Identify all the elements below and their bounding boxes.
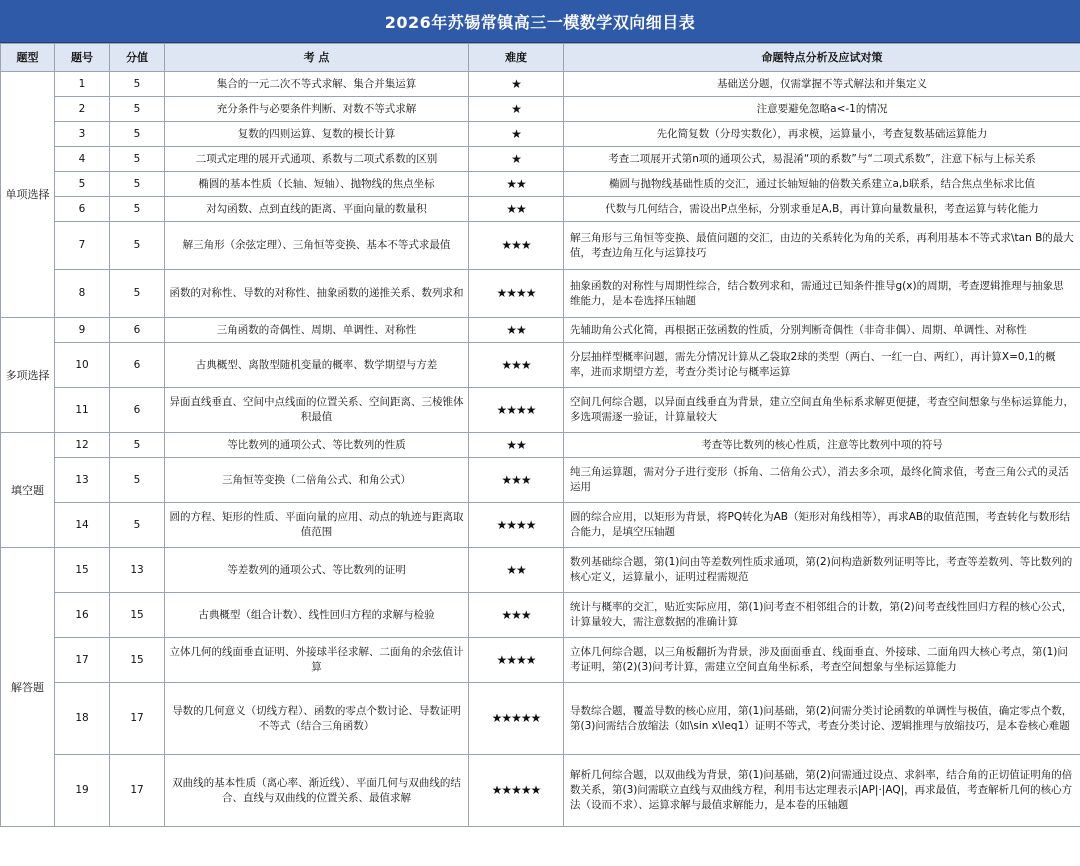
question-number: 3 bbox=[55, 122, 110, 147]
analysis-text: 数列基础综合题，第(1)问由等差数列性质求通项，第(2)问构造新数列证明等比，考查等差数列、等比数列的核心定义，运算量小，证明过程需规范 bbox=[564, 548, 1080, 593]
knowledge-point: 圆的方程、矩形的性质、平面向量的应用、动点的轨迹与距离取值范围 bbox=[165, 503, 469, 548]
table-row bbox=[1, 503, 1080, 548]
table-row bbox=[1, 593, 1080, 638]
knowledge-point: 集合的一元二次不等式求解、集合并集运算 bbox=[165, 72, 469, 97]
question-score: 5 bbox=[110, 222, 165, 270]
analysis-text: 抽象函数的对称性与周期性综合，结合数列求和，需通过已知条件推导g(x)的周期，考查逻辑推理与抽象思维能力，是本卷选择压轴题 bbox=[564, 270, 1080, 318]
knowledge-point: 三角恒等变换（二倍角公式、和角公式） bbox=[165, 458, 469, 503]
knowledge-point: 复数的四则运算、复数的模长计算 bbox=[165, 122, 469, 147]
knowledge-point: 解三角形（余弦定理）、三角恒等变换、基本不等式求最值 bbox=[165, 222, 469, 270]
knowledge-point: 充分条件与必要条件判断、对数不等式求解 bbox=[165, 97, 469, 122]
question-score: 13 bbox=[110, 548, 165, 593]
table-row bbox=[1, 172, 1080, 197]
difficulty-stars: ★★★★★ bbox=[469, 683, 564, 755]
table-row bbox=[1, 638, 1080, 683]
analysis-text: 代数与几何结合，需设出P点坐标，分别求垂足A,B，再计算向量数量积，考查运算与转化能力 bbox=[564, 197, 1080, 222]
page-title: 2026年苏锡常镇高三一模数学双向细目表 bbox=[0, 0, 1080, 43]
question-score: 6 bbox=[110, 343, 165, 388]
difficulty-stars: ★★ bbox=[469, 548, 564, 593]
question-number: 7 bbox=[55, 222, 110, 270]
group-type-cell: 填空题 bbox=[1, 433, 55, 548]
group-type-cell: 解答题 bbox=[1, 548, 55, 827]
table-row bbox=[1, 197, 1080, 222]
knowledge-point: 椭圆的基本性质（长轴、短轴）、抛物线的焦点坐标 bbox=[165, 172, 469, 197]
knowledge-point: 异面直线垂直、空间中点线面的位置关系、空间距离、三棱锥体积最值 bbox=[165, 388, 469, 433]
knowledge-point: 导数的几何意义（切线方程）、函数的零点个数讨论、导数证明不等式（结合三角函数） bbox=[165, 683, 469, 755]
knowledge-point: 双曲线的基本性质（离心率、渐近线）、平面几何与双曲线的结合、直线与双曲线的位置关系、最值求解 bbox=[165, 755, 469, 827]
analysis-text: 统计与概率的交汇，贴近实际应用，第(1)问考查不相邻组合的计数，第(2)问考查线性回归方程的核心公式，计算量较大，需注意数据的准确计算 bbox=[564, 593, 1080, 638]
question-score: 5 bbox=[110, 458, 165, 503]
table-row bbox=[1, 458, 1080, 503]
difficulty-stars: ★★ bbox=[469, 433, 564, 458]
header-number: 题号 bbox=[55, 44, 110, 72]
question-number: 15 bbox=[55, 548, 110, 593]
question-score: 6 bbox=[110, 388, 165, 433]
question-score: 17 bbox=[110, 683, 165, 755]
knowledge-point: 对勾函数、点到直线的距离、平面向量的数量积 bbox=[165, 197, 469, 222]
header-score: 分值 bbox=[110, 44, 165, 72]
analysis-text: 解析几何综合题，以双曲线为背景，第(1)问基础，第(2)问需通过设点、求斜率，结合角的正切值证明角的倍数关系，第(3)问需联立直线与双曲线方程，利用韦达定理表示|AP|·|AQ|，再求最值，考查解析几何的核心方法（设而不求）、运算求解与最值求解能力，是本卷的压轴题 bbox=[564, 755, 1080, 827]
difficulty-stars: ★★★★ bbox=[469, 270, 564, 318]
analysis-text: 考查等比数列的核心性质，注意等比数列中项的符号 bbox=[564, 433, 1080, 458]
difficulty-stars: ★ bbox=[469, 122, 564, 147]
difficulty-stars: ★★★ bbox=[469, 593, 564, 638]
group-type-cell: 多项选择 bbox=[1, 318, 55, 433]
question-score: 5 bbox=[110, 172, 165, 197]
question-score: 5 bbox=[110, 147, 165, 172]
knowledge-point: 二项式定理的展开式通项、系数与二项式系数的区别 bbox=[165, 147, 469, 172]
difficulty-stars: ★ bbox=[469, 72, 564, 97]
question-number: 16 bbox=[55, 593, 110, 638]
analysis-text: 纯三角运算题，需对分子进行变形（拆角、二倍角公式），消去多余项，最终化简求值，考查三角公式的灵活运用 bbox=[564, 458, 1080, 503]
analysis-text: 注意要避免忽略a<-1的情况 bbox=[564, 97, 1080, 122]
question-score: 17 bbox=[110, 755, 165, 827]
knowledge-point: 三角函数的奇偶性、周期、单调性、对称性 bbox=[165, 318, 469, 343]
knowledge-point: 等比数列的通项公式、等比数列的性质 bbox=[165, 433, 469, 458]
table-row bbox=[1, 548, 1080, 593]
question-number: 1 bbox=[55, 72, 110, 97]
question-number: 2 bbox=[55, 97, 110, 122]
knowledge-point: 等差数列的通项公式、等比数列的证明 bbox=[165, 548, 469, 593]
analysis-text: 空间几何综合题，以异面直线垂直为背景，建立空间直角坐标系求解更便捷，考查空间想象与坐标运算能力，多选项需逐一验证，计算量较大 bbox=[564, 388, 1080, 433]
question-number: 8 bbox=[55, 270, 110, 318]
question-number: 19 bbox=[55, 755, 110, 827]
table-row bbox=[1, 343, 1080, 388]
question-number: 4 bbox=[55, 147, 110, 172]
difficulty-stars: ★★★★★ bbox=[469, 755, 564, 827]
difficulty-stars: ★★★ bbox=[469, 222, 564, 270]
difficulty-stars: ★★ bbox=[469, 197, 564, 222]
difficulty-stars: ★ bbox=[469, 147, 564, 172]
question-score: 5 bbox=[110, 97, 165, 122]
question-score: 15 bbox=[110, 593, 165, 638]
table-row bbox=[1, 222, 1080, 270]
knowledge-point: 古典概型（组合计数）、线性回归方程的求解与检验 bbox=[165, 593, 469, 638]
question-score: 5 bbox=[110, 270, 165, 318]
question-score: 5 bbox=[110, 433, 165, 458]
knowledge-point: 立体几何的线面垂直证明、外接球半径求解、二面角的余弦值计算 bbox=[165, 638, 469, 683]
header-row bbox=[1, 44, 1080, 72]
analysis-text: 先化简复数（分母实数化），再求模，运算量小，考查复数基础运算能力 bbox=[564, 122, 1080, 147]
analysis-text: 解三角形与三角恒等变换、最值问题的交汇，由边的关系转化为角的关系，再利用基本不等式求\tan B的最大值，考查边角互化与运算技巧 bbox=[564, 222, 1080, 270]
difficulty-stars: ★★★ bbox=[469, 458, 564, 503]
question-number: 5 bbox=[55, 172, 110, 197]
difficulty-stars: ★★★★ bbox=[469, 503, 564, 548]
table-row bbox=[1, 122, 1080, 147]
table-row bbox=[1, 388, 1080, 433]
question-number: 11 bbox=[55, 388, 110, 433]
question-number: 17 bbox=[55, 638, 110, 683]
question-number: 12 bbox=[55, 433, 110, 458]
header-analysis: 命题特点分析及应试对策 bbox=[564, 44, 1080, 72]
question-number: 13 bbox=[55, 458, 110, 503]
analysis-text: 基础送分题，仅需掌握不等式解法和并集定义 bbox=[564, 72, 1080, 97]
difficulty-stars: ★★★★ bbox=[469, 388, 564, 433]
header-knowledge-point: 考 点 bbox=[165, 44, 469, 72]
question-score: 5 bbox=[110, 122, 165, 147]
table-row bbox=[1, 318, 1080, 343]
question-score: 6 bbox=[110, 318, 165, 343]
question-score: 5 bbox=[110, 503, 165, 548]
question-number: 9 bbox=[55, 318, 110, 343]
analysis-text: 导数综合题，覆盖导数的核心应用，第(1)问基础，第(2)问需分类讨论函数的单调性与极值，确定零点个数，第(3)问需结合放缩法（如\sin x\leq1）证明不等式，考查分类讨论、逻辑推理与放缩技巧，是本卷核心难题 bbox=[564, 683, 1080, 755]
table-row bbox=[1, 72, 1080, 97]
table-row bbox=[1, 147, 1080, 172]
header-difficulty: 难度 bbox=[469, 44, 564, 72]
question-score: 15 bbox=[110, 638, 165, 683]
header-type: 题型 bbox=[1, 44, 55, 72]
table-row bbox=[1, 433, 1080, 458]
question-number: 18 bbox=[55, 683, 110, 755]
knowledge-point: 函数的对称性、导数的对称性、抽象函数的递推关系、数列求和 bbox=[165, 270, 469, 318]
difficulty-stars: ★★★ bbox=[469, 343, 564, 388]
analysis-text: 考查二项展开式第n项的通项公式，易混淆“项的系数”与“二项式系数”，注意下标与上标关系 bbox=[564, 147, 1080, 172]
table-row bbox=[1, 755, 1080, 827]
group-type-cell: 单项选择 bbox=[1, 72, 55, 318]
knowledge-point: 古典概型、离散型随机变量的概率、数学期望与方差 bbox=[165, 343, 469, 388]
difficulty-stars: ★★ bbox=[469, 172, 564, 197]
analysis-text: 先辅助角公式化简，再根据正弦函数的性质，分别判断奇偶性（非奇非偶）、周期、单调性、对称性 bbox=[564, 318, 1080, 343]
analysis-text: 分层抽样型概率问题，需先分情况计算从乙袋取2球的类型（两白、一红一白、两红），再计算X=0,1的概率，进而求期望方差，考查分类讨论与概率运算 bbox=[564, 343, 1080, 388]
table-row bbox=[1, 97, 1080, 122]
analysis-text: 圆的综合应用，以矩形为背景，将PQ转化为AB（矩形对角线相等），再求AB的取值范围，考查转化与数形结合能力，是填空压轴题 bbox=[564, 503, 1080, 548]
spec-table bbox=[0, 43, 1080, 827]
question-number: 14 bbox=[55, 503, 110, 548]
question-number: 10 bbox=[55, 343, 110, 388]
difficulty-stars: ★ bbox=[469, 97, 564, 122]
question-number: 6 bbox=[55, 197, 110, 222]
analysis-text: 立体几何综合题，以三角板翻折为背景，涉及面面垂直、线面垂直、外接球、二面角四大核心考点，第(1)问考证明，第(2)(3)问考计算，需建立空间直角坐标系，考查空间想象与坐标运算能力 bbox=[564, 638, 1080, 683]
table-row bbox=[1, 270, 1080, 318]
analysis-text: 椭圆与抛物线基础性质的交汇，通过长轴短轴的倍数关系建立a,b联系，结合焦点坐标求比值 bbox=[564, 172, 1080, 197]
question-score: 5 bbox=[110, 72, 165, 97]
difficulty-stars: ★★ bbox=[469, 318, 564, 343]
question-score: 5 bbox=[110, 197, 165, 222]
table-row bbox=[1, 683, 1080, 755]
difficulty-stars: ★★★★ bbox=[469, 638, 564, 683]
